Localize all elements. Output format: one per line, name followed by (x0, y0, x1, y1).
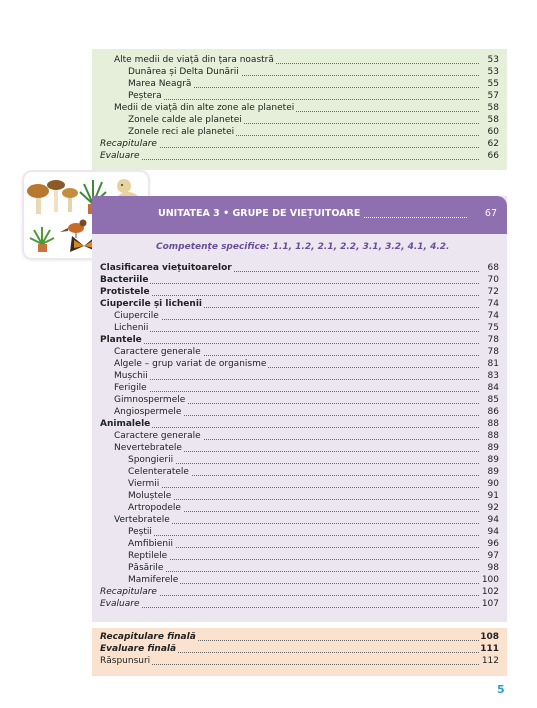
toc-entry-page: 92 (487, 503, 499, 513)
toc-entry-title: Zonele calde ale planetei (128, 115, 242, 125)
unit-page-number: 67 (484, 208, 497, 219)
toc-entry[interactable] (92, 655, 507, 667)
toc-entry-page: 111 (480, 644, 499, 654)
toc-entry-page: 66 (487, 151, 499, 161)
toc-entry-title: Evaluare (100, 599, 140, 609)
toc-entry-title: Protistele (100, 287, 150, 297)
toc-entry-title: Gimnospermele (114, 395, 186, 405)
toc-entry-page: 89 (487, 455, 499, 465)
toc-entry-title: Ciupercile (114, 311, 159, 321)
toc-section-unit-3 (92, 196, 507, 622)
toc-entry-page: 78 (487, 335, 499, 345)
toc-entry-title: Ciupercile și lichenii (100, 299, 202, 309)
toc-entry-title: Lichenii (114, 323, 149, 333)
toc-entry-page: 58 (487, 103, 499, 113)
unit-3-entries (92, 262, 507, 610)
toc-entry-page: 84 (487, 383, 499, 393)
toc-entry-title: Moluștele (128, 491, 172, 501)
toc-section-final (92, 628, 507, 676)
toc-entry-title: Algele – grup variat de organisme (114, 359, 267, 369)
toc-entry-page: 91 (487, 491, 499, 501)
toc-entry-title: Dunărea și Delta Dunării (128, 67, 239, 77)
toc-entry-page: 57 (487, 91, 499, 101)
toc-entry-page: 53 (487, 55, 499, 65)
toc-entry-title: Artropodele (128, 503, 181, 513)
toc-entry-title: Nevertebratele (114, 443, 182, 453)
toc-entry-page: 58 (487, 115, 499, 125)
toc-entry-title: Bacteriile (100, 275, 149, 285)
toc-entry-page: 81 (487, 359, 499, 369)
toc-entry-title: Păsările (128, 563, 164, 573)
toc-entry-page: 62 (487, 139, 499, 149)
toc-entry[interactable] (92, 150, 507, 162)
toc-entry-title: Animalele (100, 419, 151, 429)
toc-entry-title: Recapitulare (100, 139, 157, 149)
toc-entry-title: Peștera (128, 91, 162, 101)
toc-entry-title: Clasificarea viețuitoarelor (100, 263, 232, 273)
toc-entry-page: 74 (487, 299, 499, 309)
toc-entry-page: 98 (487, 563, 499, 573)
toc-entry-page: 85 (487, 395, 499, 405)
toc-entry-page: 75 (487, 323, 499, 333)
toc-entry-page: 96 (487, 539, 499, 549)
toc-entry-title: Evaluare (100, 151, 140, 161)
toc-entry-title: Recapitulare (100, 587, 157, 597)
toc-entry-title: Peștii (128, 527, 152, 537)
toc-entry-title: Spongierii (128, 455, 174, 465)
toc-entry-page: 94 (487, 527, 499, 537)
toc-entry-title: Celenteratele (128, 467, 189, 477)
toc-entry-page: 100 (481, 575, 499, 585)
toc-entry-title: Caractere generale (114, 347, 201, 357)
toc-entry-page: 86 (487, 407, 499, 417)
toc-entry-page: 78 (487, 347, 499, 357)
toc-section-green (92, 49, 507, 170)
toc-entry-title: Vertebratele (114, 515, 170, 525)
toc-entry-title: Reptilele (128, 551, 168, 561)
toc-entry-title: Recapitulare finală (100, 632, 196, 642)
toc-entry-page: 70 (487, 275, 499, 285)
toc-entry-page: 108 (480, 632, 499, 642)
toc-entry-title: Marea Neagră (128, 79, 192, 89)
toc-entry-page: 74 (487, 311, 499, 321)
toc-entry-page: 102 (481, 587, 499, 597)
toc-entry-page: 53 (487, 67, 499, 77)
toc-entry-page: 89 (487, 467, 499, 477)
toc-entry-page: 94 (487, 515, 499, 525)
toc-entry-title: Viermii (128, 479, 160, 489)
toc-entry[interactable] (92, 598, 507, 610)
toc-entry-title: Angiospermele (114, 407, 182, 417)
unit-dot-leader (364, 217, 467, 218)
toc-entry-title: Zonele reci ale planetei (128, 127, 235, 137)
toc-entry-page: 88 (487, 431, 499, 441)
toc-entry-page: 97 (487, 551, 499, 561)
competente-specifice: Competențe specifice: 1.1, 1.2, 2.1, 2.2, 3.1, 3.2, 4.1, 4.2. (156, 242, 450, 252)
bird-icon (60, 220, 87, 239)
toc-entry-page: 112 (481, 656, 499, 666)
toc-entry-title: Medii de viață din alte zone ale planetei (114, 103, 295, 113)
toc-entry-page: 107 (481, 599, 499, 609)
toc-entry-page: 89 (487, 443, 499, 453)
toc-entry-page: 72 (487, 287, 499, 297)
toc-entry-title: Amfibienii (128, 539, 174, 549)
toc-entry-page: 88 (487, 419, 499, 429)
toc-entry-page: 90 (487, 479, 499, 489)
plant-icon (30, 227, 54, 252)
toc-entry-title: Mamiferele (128, 575, 179, 585)
unit-title: UNITATEA 3 • GRUPE DE VIEȚUITOARE (158, 208, 361, 219)
toc-entry-page: 68 (487, 263, 499, 273)
toc-entry-title: Alte medii de viață din țara noastră (114, 55, 274, 65)
unit-header[interactable] (92, 196, 507, 234)
toc-entry-title: Evaluare finală (100, 644, 177, 654)
toc-entry-title: Caractere generale (114, 431, 201, 441)
toc-entry-title: Răspunsuri (100, 656, 151, 666)
toc-entry-page: 60 (487, 127, 499, 137)
toc-entry-title: Mușchii (114, 371, 148, 381)
toc-entry-page: 55 (487, 79, 499, 89)
mushroom-icon (27, 180, 78, 214)
toc-entry-title: Plantele (100, 335, 142, 345)
toc-entry-title: Ferigile (114, 383, 147, 393)
page-number: 5 (497, 683, 505, 696)
toc-entry-page: 83 (487, 371, 499, 381)
